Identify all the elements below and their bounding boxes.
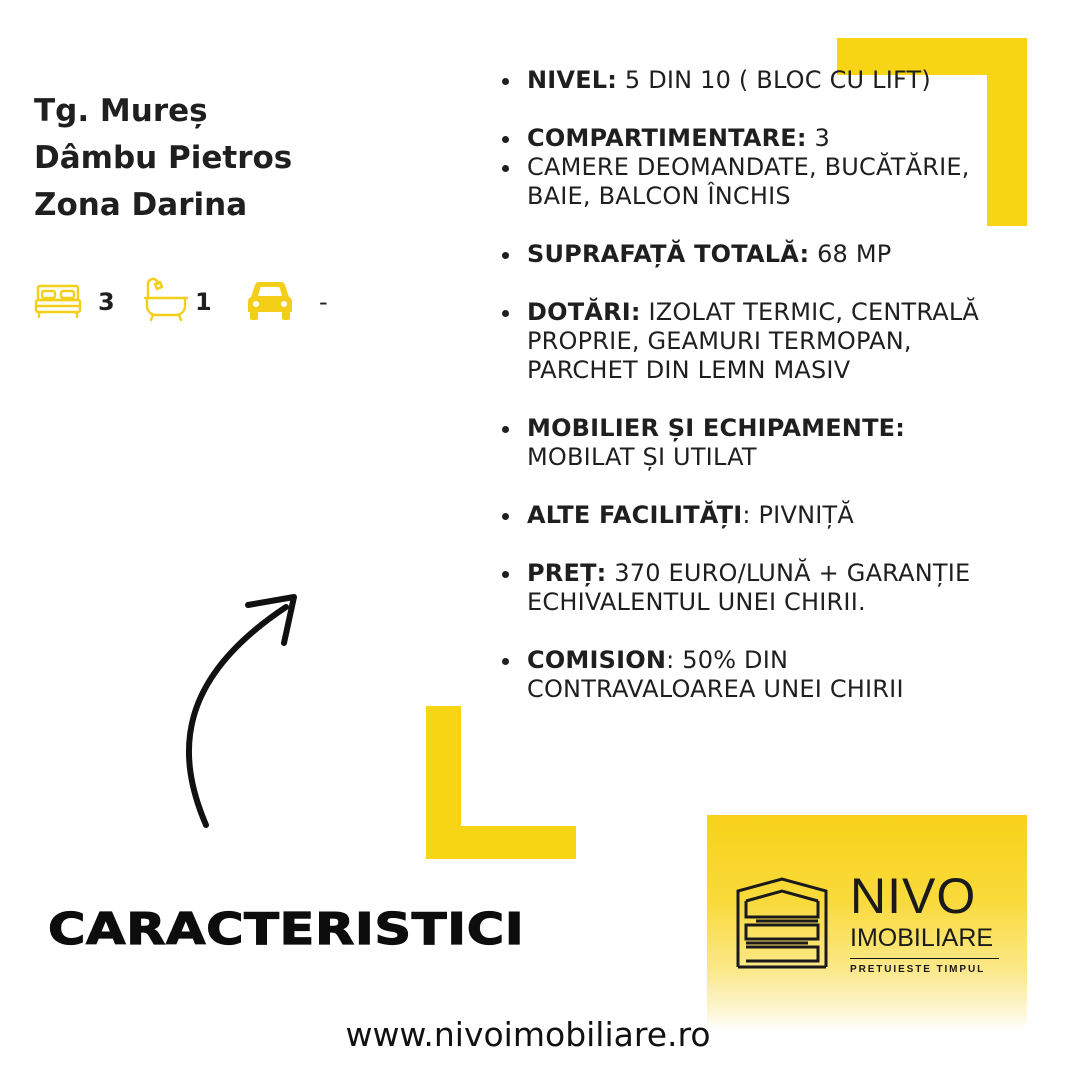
feature-commission: COMISION: 50% DIN CONTRAVALOAREA UNEI CHIRII — [500, 646, 980, 704]
bathrooms-count: 1 — [195, 288, 212, 316]
building-logo-icon — [734, 877, 832, 970]
features-list — [500, 66, 980, 704]
bed-icon — [34, 282, 82, 325]
website-url[interactable]: www.nivoimobiliare.ro — [345, 1015, 711, 1054]
feature-area: SUPRAFAȚĂ TOTALĂ: 68 MP — [500, 240, 980, 269]
feature-equipment: DOTĂRI: IZOLAT TERMIC, CENTRALĂ PROPRIE, GEAMURI TERMOPAN, PARCHET DIN LEMN MASIV — [500, 298, 980, 385]
brand-logo — [707, 815, 1027, 1030]
location-city: Tg. Mureș — [34, 93, 208, 129]
location-neighborhood: Dâmbu Pietros — [34, 140, 293, 176]
curved-arrow-icon — [170, 585, 310, 835]
accent-bracket-bottom-horizontal — [426, 826, 576, 859]
parking-count: - — [319, 288, 328, 316]
bedrooms-count: 3 — [98, 288, 115, 316]
brand-tagline: PRETUIESTE TIMPUL — [850, 958, 999, 975]
brand-subtitle: IMOBILIARE — [850, 924, 994, 952]
car-icon — [246, 280, 294, 327]
feature-layout: COMPARTIMENTARE: 3 — [500, 124, 980, 153]
brand-name: NIVO — [850, 868, 977, 924]
location-title — [34, 88, 292, 229]
accent-bracket-top-vertical — [987, 38, 1027, 226]
location-zone: Zona Darina — [34, 187, 248, 223]
feature-rooms: CAMERE DEOMANDATE, BUCĂTĂRIE, BAIE, BALCON ÎNCHIS — [500, 153, 980, 211]
feature-level: NIVEL: 5 DIN 10 ( BLOC CU LIFT) — [500, 66, 980, 95]
feature-facilities: ALTE FACILITĂȚI: PIVNIȚĂ — [500, 501, 980, 530]
page-title: CARACTERISTICI — [48, 904, 525, 955]
bathtub-icon — [142, 276, 190, 327]
feature-price: PREȚ: 370 EURO/LUNĂ + GARANȚIE ECHIVALENTUL UNEI CHIRII. — [500, 559, 980, 617]
feature-furniture: MOBILIER ȘI ECHIPAMENTE: MOBILAT ȘI UTILAT — [500, 414, 980, 472]
